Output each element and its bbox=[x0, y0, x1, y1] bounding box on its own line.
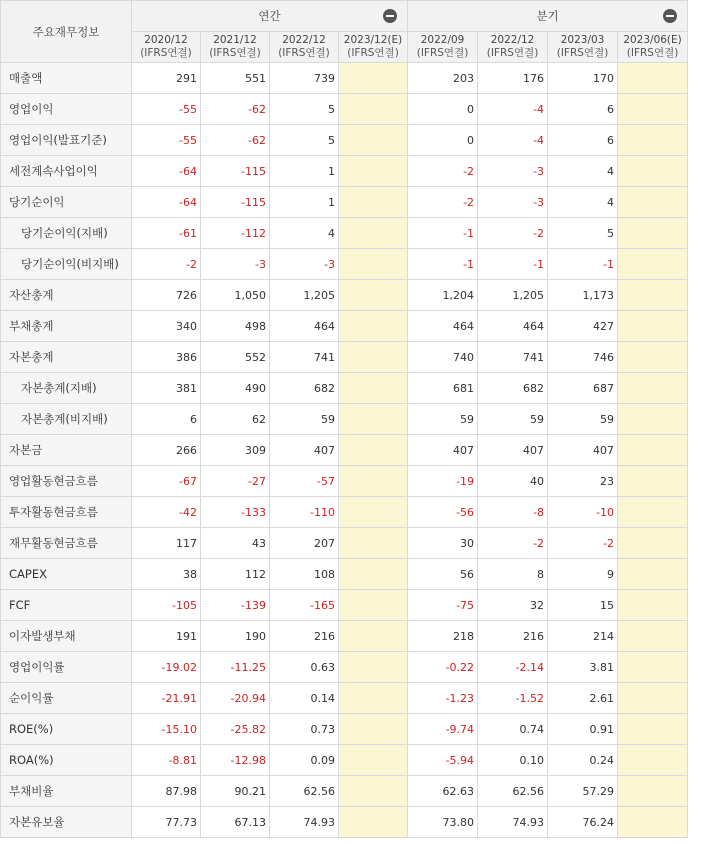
table-cell: -55 bbox=[132, 125, 201, 156]
table-cell: 5 bbox=[270, 94, 339, 125]
table-cell: 218 bbox=[408, 621, 478, 652]
estimate-cell bbox=[339, 373, 408, 404]
table-cell: 0.74 bbox=[478, 714, 548, 745]
table-cell: 112 bbox=[201, 559, 270, 590]
table-cell: 62.63 bbox=[408, 776, 478, 807]
estimate-cell bbox=[618, 404, 688, 435]
estimate-cell bbox=[618, 435, 688, 466]
table-cell: -3 bbox=[478, 156, 548, 187]
estimate-cell bbox=[339, 559, 408, 590]
row-label: 당기순이익 bbox=[1, 187, 132, 218]
table-cell: 0 bbox=[408, 94, 478, 125]
period-date: 2023/12(E) bbox=[343, 34, 403, 46]
quarterly-group-header bbox=[408, 1, 688, 32]
table-cell: -3 bbox=[201, 249, 270, 280]
table-cell: 682 bbox=[478, 373, 548, 404]
table-cell: 746 bbox=[548, 342, 618, 373]
estimate-cell bbox=[339, 280, 408, 311]
table-cell: 0.63 bbox=[270, 652, 339, 683]
table-cell: -11.25 bbox=[201, 652, 270, 683]
table-row bbox=[1, 528, 688, 559]
table-cell: 59 bbox=[270, 404, 339, 435]
table-cell: 62 bbox=[201, 404, 270, 435]
table-cell: 381 bbox=[132, 373, 201, 404]
estimate-cell bbox=[618, 528, 688, 559]
row-label: ROE(%) bbox=[1, 714, 132, 745]
quarterly-group-label: 분기 bbox=[536, 9, 559, 23]
table-cell: -15.10 bbox=[132, 714, 201, 745]
table-cell: 90.21 bbox=[201, 776, 270, 807]
table-cell: 498 bbox=[201, 311, 270, 342]
estimate-cell bbox=[339, 621, 408, 652]
table-cell: 741 bbox=[478, 342, 548, 373]
estimate-cell bbox=[339, 683, 408, 714]
table-cell: 170 bbox=[548, 63, 618, 94]
table-cell: 59 bbox=[408, 404, 478, 435]
row-label: 자본총계(비지배) bbox=[1, 404, 132, 435]
row-label: 투자활동현금흐름 bbox=[1, 497, 132, 528]
table-cell: 62.56 bbox=[270, 776, 339, 807]
table-row bbox=[1, 342, 688, 373]
table-cell: 0.73 bbox=[270, 714, 339, 745]
table-cell: -27 bbox=[201, 466, 270, 497]
table-cell: -57 bbox=[270, 466, 339, 497]
table-cell: 40 bbox=[478, 466, 548, 497]
table-cell: -10 bbox=[548, 497, 618, 528]
estimate-cell bbox=[618, 373, 688, 404]
table-cell: 407 bbox=[408, 435, 478, 466]
table-cell: 73.80 bbox=[408, 807, 478, 838]
table-cell: 191 bbox=[132, 621, 201, 652]
estimate-cell bbox=[618, 714, 688, 745]
table-cell: -19 bbox=[408, 466, 478, 497]
table-cell: -1.52 bbox=[478, 683, 548, 714]
row-label: 자본총계 bbox=[1, 342, 132, 373]
estimate-cell bbox=[618, 187, 688, 218]
period-basis: (IFRS연결) bbox=[209, 47, 261, 59]
table-cell: 214 bbox=[548, 621, 618, 652]
row-label: 매출액 bbox=[1, 63, 132, 94]
estimate-cell bbox=[339, 311, 408, 342]
table-cell: 216 bbox=[270, 621, 339, 652]
estimate-cell bbox=[618, 776, 688, 807]
table-row bbox=[1, 125, 688, 156]
row-label: 자본유보율 bbox=[1, 807, 132, 838]
estimate-cell bbox=[618, 342, 688, 373]
estimate-cell bbox=[339, 63, 408, 94]
table-cell: 8 bbox=[478, 559, 548, 590]
table-cell: 74.93 bbox=[478, 807, 548, 838]
estimate-cell bbox=[339, 187, 408, 218]
row-label: 이자발생부채 bbox=[1, 621, 132, 652]
table-cell: 266 bbox=[132, 435, 201, 466]
table-row bbox=[1, 652, 688, 683]
table-cell: 1,205 bbox=[478, 280, 548, 311]
estimate-cell bbox=[618, 125, 688, 156]
table-cell: 726 bbox=[132, 280, 201, 311]
table-cell: -19.02 bbox=[132, 652, 201, 683]
annual-group-header bbox=[132, 1, 408, 32]
row-label: 재무활동현금흐름 bbox=[1, 528, 132, 559]
table-cell: 407 bbox=[270, 435, 339, 466]
table-row bbox=[1, 559, 688, 590]
table-cell: -9.74 bbox=[408, 714, 478, 745]
table-cell: 1,205 bbox=[270, 280, 339, 311]
row-label: 영업이익률 bbox=[1, 652, 132, 683]
estimate-cell bbox=[339, 652, 408, 683]
estimate-cell bbox=[339, 807, 408, 838]
table-row bbox=[1, 590, 688, 621]
table-cell: 5 bbox=[270, 125, 339, 156]
table-cell: 1,204 bbox=[408, 280, 478, 311]
estimate-cell bbox=[618, 590, 688, 621]
estimate-cell bbox=[618, 745, 688, 776]
table-cell: 2.61 bbox=[548, 683, 618, 714]
period-date: 2021/12 bbox=[213, 34, 257, 46]
estimate-cell bbox=[618, 311, 688, 342]
table-cell: -56 bbox=[408, 497, 478, 528]
table-cell: 190 bbox=[201, 621, 270, 652]
table-cell: -64 bbox=[132, 187, 201, 218]
table-row bbox=[1, 218, 688, 249]
table-cell: 76.24 bbox=[548, 807, 618, 838]
table-cell: 682 bbox=[270, 373, 339, 404]
table-cell: -165 bbox=[270, 590, 339, 621]
table-cell: 4 bbox=[270, 218, 339, 249]
estimate-cell bbox=[339, 435, 408, 466]
table-body bbox=[1, 63, 688, 838]
row-label: 순이익률 bbox=[1, 683, 132, 714]
table-row bbox=[1, 373, 688, 404]
estimate-cell bbox=[618, 63, 688, 94]
row-label: 당기순이익(지배) bbox=[1, 218, 132, 249]
period-header bbox=[201, 32, 270, 63]
annual-collapse-minus-circle-icon[interactable] bbox=[383, 9, 397, 23]
period-header bbox=[270, 32, 339, 63]
table-cell: 1 bbox=[270, 156, 339, 187]
table-cell: -4 bbox=[478, 94, 548, 125]
table-cell: 6 bbox=[132, 404, 201, 435]
table-cell: 0.14 bbox=[270, 683, 339, 714]
table-cell: -2 bbox=[408, 156, 478, 187]
table-cell: 1 bbox=[270, 187, 339, 218]
table-cell: 30 bbox=[408, 528, 478, 559]
table-cell: -42 bbox=[132, 497, 201, 528]
table-cell: 687 bbox=[548, 373, 618, 404]
estimate-cell bbox=[618, 497, 688, 528]
table-cell: -25.82 bbox=[201, 714, 270, 745]
table-cell: 32 bbox=[478, 590, 548, 621]
table-cell: -12.98 bbox=[201, 745, 270, 776]
period-header bbox=[339, 32, 408, 63]
estimate-cell bbox=[618, 559, 688, 590]
estimate-cell bbox=[339, 497, 408, 528]
table-cell: 176 bbox=[478, 63, 548, 94]
table-cell: -1 bbox=[408, 249, 478, 280]
table-row bbox=[1, 156, 688, 187]
table-cell: 740 bbox=[408, 342, 478, 373]
estimate-cell bbox=[339, 745, 408, 776]
table-cell: -3 bbox=[270, 249, 339, 280]
table-row bbox=[1, 63, 688, 94]
table-cell: 386 bbox=[132, 342, 201, 373]
table-cell: 108 bbox=[270, 559, 339, 590]
table-row bbox=[1, 714, 688, 745]
table-cell: -2 bbox=[548, 528, 618, 559]
period-header bbox=[132, 32, 201, 63]
table-cell: -61 bbox=[132, 218, 201, 249]
row-label: CAPEX bbox=[1, 559, 132, 590]
period-date: 2022/12 bbox=[282, 34, 326, 46]
estimate-cell bbox=[618, 807, 688, 838]
table-cell: 38 bbox=[132, 559, 201, 590]
period-basis: (IFRS연결) bbox=[347, 47, 399, 59]
period-header bbox=[618, 32, 688, 63]
table-cell: 117 bbox=[132, 528, 201, 559]
table-cell: -110 bbox=[270, 497, 339, 528]
table-cell: 15 bbox=[548, 590, 618, 621]
table-cell: 309 bbox=[201, 435, 270, 466]
table-cell: -20.94 bbox=[201, 683, 270, 714]
table-cell: -21.91 bbox=[132, 683, 201, 714]
table-cell: -1 bbox=[548, 249, 618, 280]
table-cell: -139 bbox=[201, 590, 270, 621]
table-cell: -62 bbox=[201, 125, 270, 156]
table-cell: -2.14 bbox=[478, 652, 548, 683]
row-label: FCF bbox=[1, 590, 132, 621]
table-cell: -105 bbox=[132, 590, 201, 621]
period-header bbox=[408, 32, 478, 63]
table-cell: -115 bbox=[201, 187, 270, 218]
table-cell: 464 bbox=[408, 311, 478, 342]
estimate-cell bbox=[339, 125, 408, 156]
table-cell: -64 bbox=[132, 156, 201, 187]
table-cell: 490 bbox=[201, 373, 270, 404]
table-cell: 59 bbox=[478, 404, 548, 435]
table-cell: 67.13 bbox=[201, 807, 270, 838]
table-cell: 407 bbox=[478, 435, 548, 466]
row-label: 영업이익 bbox=[1, 94, 132, 125]
period-basis: (IFRS연결) bbox=[416, 47, 469, 59]
table-cell: 56 bbox=[408, 559, 478, 590]
estimate-cell bbox=[618, 466, 688, 497]
table-cell: 340 bbox=[132, 311, 201, 342]
period-date: 2023/06(E) bbox=[623, 34, 682, 46]
table-cell: 0 bbox=[408, 125, 478, 156]
row-label: 당기순이익(비지배) bbox=[1, 249, 132, 280]
quarterly-collapse-minus-circle-icon[interactable] bbox=[663, 9, 677, 23]
table-cell: 427 bbox=[548, 311, 618, 342]
row-label: ROA(%) bbox=[1, 745, 132, 776]
estimate-cell bbox=[339, 94, 408, 125]
table-cell: -1 bbox=[408, 218, 478, 249]
table-cell: 0.09 bbox=[270, 745, 339, 776]
table-row bbox=[1, 249, 688, 280]
period-basis: (IFRS연결) bbox=[140, 47, 192, 59]
estimate-cell bbox=[618, 218, 688, 249]
table-cell: 5 bbox=[548, 218, 618, 249]
table-cell: 62.56 bbox=[478, 776, 548, 807]
table-cell: -4 bbox=[478, 125, 548, 156]
table-cell: 464 bbox=[270, 311, 339, 342]
estimate-cell bbox=[339, 218, 408, 249]
estimate-cell bbox=[339, 249, 408, 280]
table-cell: -2 bbox=[408, 187, 478, 218]
table-cell: 74.93 bbox=[270, 807, 339, 838]
table-cell: 0.24 bbox=[548, 745, 618, 776]
table-cell: 6 bbox=[548, 94, 618, 125]
period-date: 2020/12 bbox=[144, 34, 188, 46]
table-cell: 464 bbox=[478, 311, 548, 342]
table-cell: -2 bbox=[478, 218, 548, 249]
table-cell: 1,173 bbox=[548, 280, 618, 311]
table-cell: -5.94 bbox=[408, 745, 478, 776]
table-cell: 552 bbox=[201, 342, 270, 373]
table-row bbox=[1, 776, 688, 807]
table-row bbox=[1, 807, 688, 838]
row-label: 영업이익(발표기준) bbox=[1, 125, 132, 156]
estimate-cell bbox=[339, 404, 408, 435]
period-basis: (IFRS연결) bbox=[626, 47, 679, 59]
table-row bbox=[1, 745, 688, 776]
period-date: 2023/03 bbox=[560, 34, 605, 46]
table-cell: -115 bbox=[201, 156, 270, 187]
table-row bbox=[1, 466, 688, 497]
estimate-cell bbox=[618, 94, 688, 125]
estimate-cell bbox=[618, 280, 688, 311]
row-label: 부채총계 bbox=[1, 311, 132, 342]
row-label: 영업활동현금흐름 bbox=[1, 466, 132, 497]
table-cell: 681 bbox=[408, 373, 478, 404]
table-cell: 6 bbox=[548, 125, 618, 156]
table-cell: 77.73 bbox=[132, 807, 201, 838]
table-cell: 4 bbox=[548, 187, 618, 218]
table-cell: -2 bbox=[478, 528, 548, 559]
table-cell: 291 bbox=[132, 63, 201, 94]
annual-group-label: 연간 bbox=[258, 9, 281, 23]
table-cell: 23 bbox=[548, 466, 618, 497]
table-cell: 87.98 bbox=[132, 776, 201, 807]
table-cell: 739 bbox=[270, 63, 339, 94]
table-cell: 9 bbox=[548, 559, 618, 590]
estimate-cell bbox=[339, 714, 408, 745]
row-label: 부채비율 bbox=[1, 776, 132, 807]
row-label: 세전계속사업이익 bbox=[1, 156, 132, 187]
period-header bbox=[548, 32, 618, 63]
period-basis: (IFRS연결) bbox=[486, 47, 539, 59]
estimate-cell bbox=[339, 776, 408, 807]
row-label: 자본총계(지배) bbox=[1, 373, 132, 404]
table-cell: -0.22 bbox=[408, 652, 478, 683]
estimate-cell bbox=[618, 621, 688, 652]
table-cell: 3.81 bbox=[548, 652, 618, 683]
table-row bbox=[1, 621, 688, 652]
table-row bbox=[1, 280, 688, 311]
table-cell: -75 bbox=[408, 590, 478, 621]
table-cell: -67 bbox=[132, 466, 201, 497]
table-cell: 1,050 bbox=[201, 280, 270, 311]
table-cell: -8 bbox=[478, 497, 548, 528]
estimate-cell bbox=[339, 466, 408, 497]
table-cell: 57.29 bbox=[548, 776, 618, 807]
table-cell: 551 bbox=[201, 63, 270, 94]
table-cell: -55 bbox=[132, 94, 201, 125]
period-basis: (IFRS연결) bbox=[556, 47, 609, 59]
table-cell: -1.23 bbox=[408, 683, 478, 714]
estimate-cell bbox=[618, 652, 688, 683]
table-row bbox=[1, 497, 688, 528]
estimate-cell bbox=[339, 156, 408, 187]
estimate-cell bbox=[618, 683, 688, 714]
table-cell: -62 bbox=[201, 94, 270, 125]
table-cell: 4 bbox=[548, 156, 618, 187]
table-row bbox=[1, 435, 688, 466]
table-cell: -133 bbox=[201, 497, 270, 528]
period-basis: (IFRS연결) bbox=[278, 47, 330, 59]
table-cell: -112 bbox=[201, 218, 270, 249]
estimate-cell bbox=[618, 156, 688, 187]
table-cell: 203 bbox=[408, 63, 478, 94]
table-row bbox=[1, 683, 688, 714]
table-cell: -1 bbox=[478, 249, 548, 280]
table-row bbox=[1, 94, 688, 125]
table-cell: 0.91 bbox=[548, 714, 618, 745]
table-cell: -8.81 bbox=[132, 745, 201, 776]
estimate-cell bbox=[339, 342, 408, 373]
table-row bbox=[1, 187, 688, 218]
estimate-cell bbox=[339, 528, 408, 559]
row-label: 자본금 bbox=[1, 435, 132, 466]
table-row-header-title: 주요재무정보 bbox=[1, 1, 132, 63]
table-cell: -2 bbox=[132, 249, 201, 280]
period-date: 2022/12 bbox=[490, 34, 535, 46]
table-row bbox=[1, 404, 688, 435]
period-date: 2022/09 bbox=[420, 34, 465, 46]
table-cell: 59 bbox=[548, 404, 618, 435]
table-cell: 207 bbox=[270, 528, 339, 559]
period-header bbox=[478, 32, 548, 63]
table-row bbox=[1, 311, 688, 342]
row-label: 자산총계 bbox=[1, 280, 132, 311]
estimate-cell bbox=[339, 590, 408, 621]
table-cell: -3 bbox=[478, 187, 548, 218]
table-cell: 43 bbox=[201, 528, 270, 559]
table-cell: 407 bbox=[548, 435, 618, 466]
estimate-cell bbox=[618, 249, 688, 280]
table-cell: 216 bbox=[478, 621, 548, 652]
table-cell: 741 bbox=[270, 342, 339, 373]
table-cell: 0.10 bbox=[478, 745, 548, 776]
